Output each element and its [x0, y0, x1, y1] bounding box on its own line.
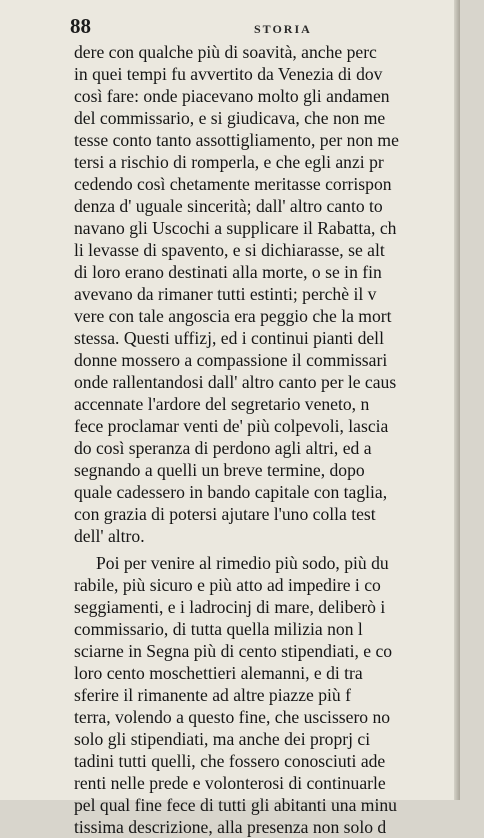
text-line: con grazia di potersi ajutare l'uno colla test — [74, 504, 376, 524]
text-line: così fare: onde piacevano molto gli andamen — [74, 86, 390, 106]
page-header — [70, 10, 470, 40]
text-line: do così speranza di perdono agli altri, ed a — [74, 438, 372, 458]
text-line: rabile, più sicuro e più atto ad impedire i co — [74, 575, 381, 595]
text-line: segnando a quelli un breve termine, dopo — [74, 460, 365, 480]
page-number: 88 — [70, 14, 91, 38]
text-line: denza d' uguale sincerità; dall' altro canto to — [74, 196, 383, 216]
text-line: loro cento moschettieri alemanni, e di tra — [74, 663, 363, 683]
text-line: cedendo così chetamente meritasse corrispon — [74, 174, 392, 194]
text-line: onde rallentandosi dall' altro canto per le caus — [74, 372, 397, 392]
text-line: navano gli Uscochi a supplicare il Rabatta, ch — [74, 218, 397, 238]
text-line: sferire il rimanente ad altre piazze più f — [74, 685, 351, 705]
text-line: Poi per venire al rimedio più sodo, più du — [96, 553, 389, 573]
text-line: tersi a rischio di romperla, e che egli anzi pr — [74, 152, 384, 172]
text-line: solo gli stipendiati, ma anche dei proprj ci — [74, 729, 371, 749]
running-title: STORIA — [254, 22, 312, 36]
paragraph — [74, 41, 484, 547]
text-line: di loro erano destinati alla morte, o se in fin — [74, 262, 382, 282]
text-line: tissima descrizione, alla presenza non solo d — [74, 817, 387, 837]
text-line: quale cadessero in bando capitale con taglia, — [74, 482, 388, 502]
text-line: dere con qualche più di soavità, anche perc — [74, 42, 377, 62]
page-edge-shadow — [454, 0, 460, 800]
text-line: vere con tale angoscia era peggio che la mort — [74, 306, 392, 326]
text-line: avevano da rimaner tutti estinti; perchè il v — [74, 284, 377, 304]
text-line: pel qual fine fece di tutti gli abitanti una minu — [74, 795, 397, 815]
text-line: tadini tutti quelli, che fossero conosciuti ade — [74, 751, 386, 771]
text-line: tesse conto tanto assottigliamento, per non me — [74, 130, 399, 150]
text-line: renti nelle prede e volonterosi di continuarle — [74, 773, 386, 793]
text-line: fece proclamar venti de' più colpevoli, lascia — [74, 416, 389, 436]
text-line: seggiamenti, e i ladrocinj di mare, deliberò i — [74, 597, 386, 617]
text-line: accennate l'ardore del segretario veneto, n — [74, 394, 370, 414]
text-line: donne mossero a compassione il commissari — [74, 350, 388, 370]
text-line: terra, volendo a questo fine, che uscissero no — [74, 707, 391, 727]
text-line: li levasse di spavento, e si dichiarasse, se alt — [74, 240, 385, 260]
text-line: dell' altro. — [74, 526, 145, 546]
text-line: sciarne in Segna più di cento stipendiati, e co — [74, 641, 393, 661]
text-line: commissario, di tutta quella milizia non l — [74, 619, 363, 639]
text-line: del commissario, e si giudicava, che non me — [74, 108, 386, 128]
paragraph — [74, 552, 484, 838]
page-body — [74, 41, 484, 838]
text-line: in quei tempi fu avvertito da Venezia di dov — [74, 64, 383, 84]
text-line: stessa. Questi uffizj, ed i continui pianti dell — [74, 328, 384, 348]
